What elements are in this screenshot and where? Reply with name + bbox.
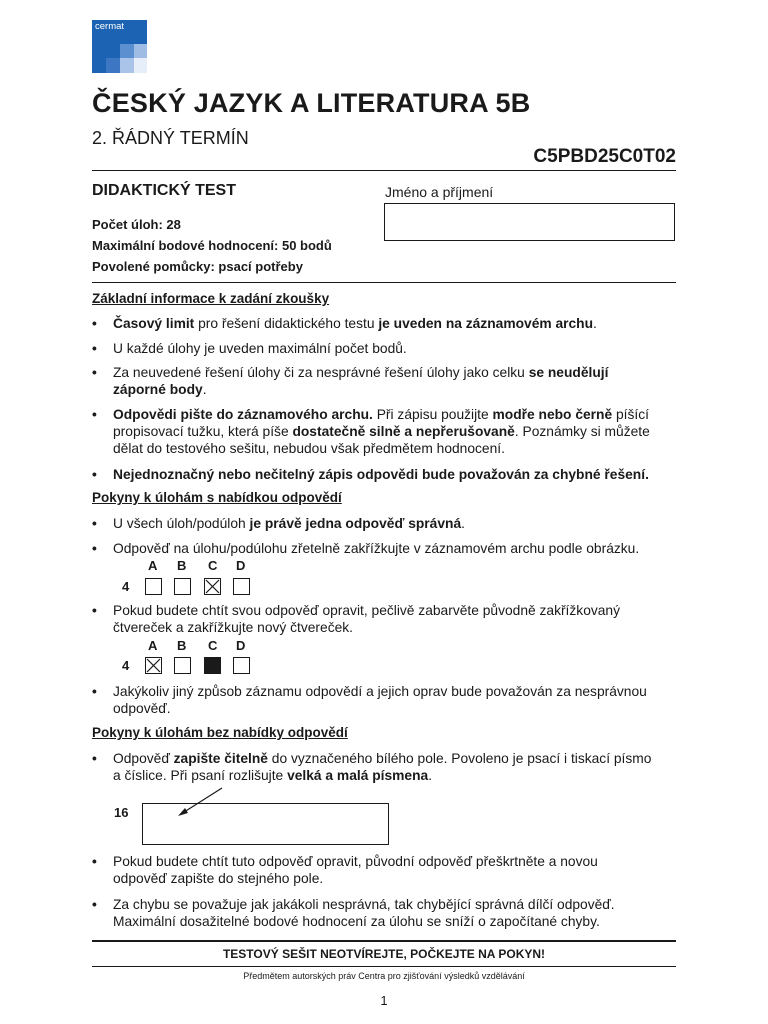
logo-square xyxy=(120,58,134,73)
max-points: Maximální bodové hodnocení: 50 bodů xyxy=(92,238,332,253)
task-count: Počet úloh: 28 xyxy=(92,217,181,232)
section-heading-basic-info: Základní informace k zadání zkoušky xyxy=(92,291,330,306)
name-field[interactable] xyxy=(384,203,675,241)
logo-text: cermat xyxy=(95,21,125,32)
divider xyxy=(92,940,676,942)
checkbox-empty xyxy=(233,657,250,674)
logo-square xyxy=(106,58,120,73)
checkbox-filled xyxy=(204,657,221,674)
divider xyxy=(92,282,676,283)
divider xyxy=(92,170,676,171)
copyright-notice: Předmětem autorských práv Centra pro zjišťování výsledků vzdělávání xyxy=(243,971,525,981)
test-code: C5PBD25C0T02 xyxy=(533,146,676,167)
option-label: D xyxy=(236,558,246,573)
checkbox-empty xyxy=(145,578,162,595)
page-number: 1 xyxy=(380,993,388,1008)
pointer-arrow-icon xyxy=(175,786,225,818)
option-label: A xyxy=(148,638,158,653)
document-subtitle: 2. ŘÁDNÝ TERMÍN xyxy=(92,128,249,148)
cross-mark-icon xyxy=(146,658,161,673)
allowed-aids: Povolené pomůcky: psací potřeby xyxy=(92,259,303,274)
section-heading-choice-tasks: Pokyny k úlohám s nabídkou odpovědí xyxy=(92,490,342,505)
checkbox-crossed xyxy=(204,578,221,595)
option-label: A xyxy=(148,558,158,573)
document-title: ČESKÝ JAZYK A LITERATURA 5B xyxy=(92,88,531,118)
checkbox-empty xyxy=(233,578,250,595)
checkbox-empty xyxy=(174,578,191,595)
option-label: B xyxy=(177,638,187,653)
logo-square xyxy=(120,44,134,58)
cermat-logo xyxy=(92,20,147,73)
checkbox-crossed xyxy=(145,657,162,674)
task-number: 4 xyxy=(122,579,130,594)
checkbox-empty xyxy=(174,657,191,674)
option-label: C xyxy=(208,638,218,653)
divider xyxy=(92,966,676,967)
wait-notice: TESTOVÝ SEŠIT NEOTVÍREJTE, POČKEJTE NA POKYN! xyxy=(222,947,546,961)
task-number: 4 xyxy=(122,658,130,673)
cross-mark-icon xyxy=(205,579,220,594)
section-heading-open-tasks: Pokyny k úlohám bez nabídky odpovědí xyxy=(92,725,348,740)
logo-square xyxy=(134,44,147,58)
option-label: C xyxy=(208,558,218,573)
task-number: 16 xyxy=(114,805,129,820)
option-label: B xyxy=(177,558,187,573)
name-label: Jméno a příjmení xyxy=(385,184,494,200)
test-type-heading: DIDAKTICKÝ TEST xyxy=(92,182,236,199)
logo-square xyxy=(134,58,147,73)
option-label: D xyxy=(236,638,246,653)
